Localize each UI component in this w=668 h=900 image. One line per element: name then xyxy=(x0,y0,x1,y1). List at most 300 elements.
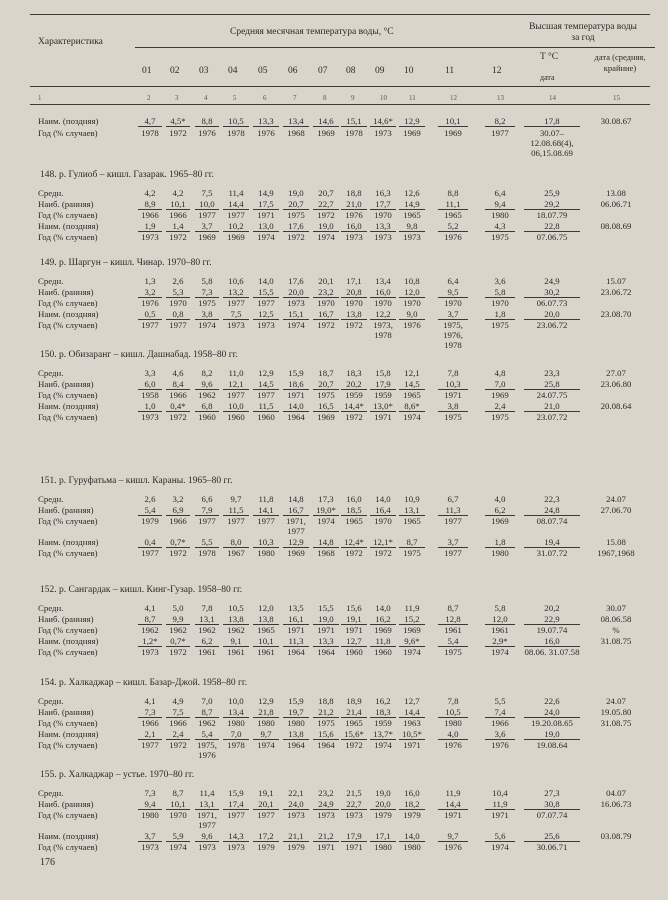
table-cell: 4,7 xyxy=(138,116,162,127)
table-cell: 17,9 xyxy=(370,379,396,390)
table-cell: 20,7 xyxy=(283,199,309,210)
table-cell: 16,4 xyxy=(370,505,396,516)
table-cell: 1962 xyxy=(198,625,216,635)
table-cell: 1961 xyxy=(491,625,509,635)
table-cell: 15,6* xyxy=(341,729,367,740)
table-cell: 13,8 xyxy=(223,614,249,625)
table-cell: 1977 xyxy=(198,210,216,220)
table-cell: 25,9 xyxy=(544,188,560,198)
header-characteristic: Характеристика xyxy=(38,37,103,47)
table-cell: 12,1 xyxy=(223,379,249,390)
table-cell: 12,9 xyxy=(283,537,309,548)
table-cell: 10,9 xyxy=(404,494,420,504)
table-cell: 0,5 xyxy=(138,309,162,320)
table-cell: 1974 xyxy=(317,516,335,526)
table-cell: 13,0* xyxy=(370,401,396,412)
table-cell: 1970 xyxy=(345,298,363,308)
table-cell: 1966 xyxy=(169,390,187,400)
table-cell: 8,2 xyxy=(485,116,515,127)
table-cell: 14,8 xyxy=(288,494,304,504)
table-cell: 24,9 xyxy=(313,799,339,810)
table-cell: 1973 xyxy=(345,232,363,242)
table-cell: 9,7 xyxy=(230,494,242,504)
table-cell: 15,5 xyxy=(253,287,279,298)
month-header-05: 05 xyxy=(258,66,268,76)
table-cell: 20.08.64 xyxy=(600,401,632,411)
table-cell: 12,6 xyxy=(404,188,420,198)
table-cell: 1973 xyxy=(141,842,159,852)
table-cell: 17,9 xyxy=(341,831,367,842)
table-cell: 9,7 xyxy=(253,729,279,740)
table-cell: 1974 xyxy=(257,740,275,750)
table-cell: 16,7 xyxy=(283,505,309,516)
month-header-08: 08 xyxy=(346,66,356,76)
table-cell: 14,8 xyxy=(313,537,339,548)
table-cell: 11,5 xyxy=(223,505,249,516)
column-number: 12 xyxy=(450,94,457,102)
table-cell: 11,5 xyxy=(253,401,279,412)
table-cell: 1977 xyxy=(141,740,159,750)
table-cell: 1972 xyxy=(345,412,363,422)
row-label: Средн. xyxy=(38,188,64,198)
table-cell: 1962 xyxy=(198,390,216,400)
table-cell: 20,7 xyxy=(318,188,334,198)
table-cell: 6,8 xyxy=(195,401,219,412)
table-cell: 1972 xyxy=(169,232,187,242)
row-label: Наим. (поздняя) xyxy=(38,636,99,646)
table-cell: 8,7 xyxy=(195,707,219,718)
table-cell: 12,9 xyxy=(258,368,274,378)
table-cell: 18,3 xyxy=(370,707,396,718)
table-cell: 1975 xyxy=(198,298,216,308)
table-cell: 11,8 xyxy=(258,494,274,504)
table-cell: 14,4* xyxy=(341,401,367,412)
table-cell: 17,5 xyxy=(253,199,279,210)
table-cell: 1975 xyxy=(491,232,509,242)
table-cell: 19.07.74 xyxy=(536,625,568,635)
table-cell: 1977 xyxy=(227,210,245,220)
table-cell: 16,1 xyxy=(283,614,309,625)
table-cell: 1961 xyxy=(198,647,216,657)
table-cell: 1980 xyxy=(227,718,245,728)
table-cell: 1974 xyxy=(257,232,275,242)
table-cell: 19.05.80 xyxy=(600,707,632,717)
table-cell: 2,6 xyxy=(172,276,184,286)
table-cell: 1977 xyxy=(141,320,159,330)
table-cell: 13,3 xyxy=(253,116,279,127)
table-cell: 16,0 xyxy=(404,788,420,798)
table-cell: 11,4 xyxy=(228,188,244,198)
table-cell: 1980 xyxy=(491,210,509,220)
table-cell: 13,4 xyxy=(283,116,309,127)
table-cell: 8,2 xyxy=(201,368,213,378)
table-cell: 1971, 1977 xyxy=(197,810,217,830)
table-cell: 1966 xyxy=(141,210,159,220)
table-cell: 22,1 xyxy=(288,788,304,798)
table-cell: 30,2 xyxy=(524,287,580,298)
table-cell: 1964 xyxy=(287,647,305,657)
table-cell: 1976 xyxy=(141,298,159,308)
table-cell: 17,7 xyxy=(370,199,396,210)
table-cell: 1962 xyxy=(169,625,187,635)
table-cell: 12,0 xyxy=(485,614,515,625)
table-cell: 1975 xyxy=(287,210,305,220)
table-cell: 17,8 xyxy=(524,116,580,127)
table-cell: 1973 xyxy=(198,842,216,852)
column-number: 15 xyxy=(613,94,620,102)
table-cell: 7,8 xyxy=(201,603,213,613)
table-cell: 1970 xyxy=(169,298,187,308)
row-label: Средн. xyxy=(38,788,64,798)
table-cell: 1973, 1978 xyxy=(373,320,393,340)
table-cell: 1976 xyxy=(444,842,462,852)
table-cell: 12,1* xyxy=(370,537,396,548)
table-cell: 08.06.58 xyxy=(600,614,632,624)
table-cell: 1972 xyxy=(317,320,335,330)
table-cell: 1968 xyxy=(317,548,335,558)
table-cell: 1973 xyxy=(317,810,335,820)
table-cell: 2,6 xyxy=(144,494,156,504)
table-cell: 1973 xyxy=(141,412,159,422)
table-cell: 1965 xyxy=(345,718,363,728)
table-cell: 5,5 xyxy=(494,696,506,706)
table-cell: 06.07.73 xyxy=(536,298,568,308)
table-cell: 1973 xyxy=(403,232,421,242)
table-cell: 19,0 xyxy=(288,188,304,198)
table-cell: 21,1 xyxy=(283,831,309,842)
table-cell: 1971 xyxy=(317,625,335,635)
table-cell: 4,2 xyxy=(172,188,184,198)
table-cell: 4,6 xyxy=(172,368,184,378)
table-cell: 4,1 xyxy=(144,603,156,613)
row-label: Год (% случаев) xyxy=(38,548,98,558)
table-cell: 18,9 xyxy=(346,696,362,706)
table-cell: 1972 xyxy=(169,548,187,558)
table-cell: 15,9 xyxy=(228,788,244,798)
table-cell: 3,7 xyxy=(195,221,219,232)
header-t-label: T °C xyxy=(540,52,559,62)
table-cell: 7,3 xyxy=(144,788,156,798)
column-number: 4 xyxy=(204,94,208,102)
column-number: 10 xyxy=(380,94,387,102)
table-cell: 7,5 xyxy=(223,309,249,320)
table-cell: 7,0 xyxy=(485,379,515,390)
station-title: 152. р. Сангардак – кишл. Кинг-Гузар. 1958–80 гг. xyxy=(40,585,243,595)
row-label: Средн. xyxy=(38,368,64,378)
table-cell: 4,1 xyxy=(144,696,156,706)
column-number: 5 xyxy=(233,94,237,102)
table-cell: 1977 xyxy=(491,128,509,138)
header-subrule xyxy=(135,47,655,48)
table-cell: 1975 xyxy=(403,548,421,558)
table-cell: 19,1 xyxy=(341,614,367,625)
header-bottom-rule xyxy=(30,104,650,105)
table-cell: 1974 xyxy=(317,232,335,242)
table-cell: 14,6* xyxy=(370,116,396,127)
table-cell: 20,8 xyxy=(341,287,367,298)
table-cell: 1980 xyxy=(257,548,275,558)
table-cell: 14,3 xyxy=(223,831,249,842)
table-cell: 14,0 xyxy=(258,276,274,286)
table-cell: 10,4 xyxy=(492,788,508,798)
table-cell: 1970 xyxy=(169,810,187,820)
table-cell: 1972 xyxy=(317,210,335,220)
table-cell: 7,9 xyxy=(195,505,219,516)
station-title: 148. р. Гулиоб – кишл. Газарак. 1965–80 гг. xyxy=(40,170,214,180)
row-label: Средн. xyxy=(38,696,64,706)
table-cell: 1974 xyxy=(374,740,392,750)
table-cell: 1965 xyxy=(444,210,462,220)
table-cell: 1977 xyxy=(257,810,275,820)
table-cell: 5,8 xyxy=(485,287,515,298)
table-cell: 17,1 xyxy=(370,831,396,842)
table-cell: 24,8 xyxy=(524,505,580,516)
table-cell: 15,2 xyxy=(399,614,425,625)
table-cell: 31.08.75 xyxy=(600,718,632,728)
table-cell: 6,0 xyxy=(138,379,162,390)
table-cell: 10,5 xyxy=(228,603,244,613)
table-cell: 1975 xyxy=(491,320,509,330)
table-cell: 03.08.79 xyxy=(600,831,632,841)
table-cell: % xyxy=(612,625,620,635)
table-cell: 13,8 xyxy=(253,614,279,625)
row-label: Наим. (поздняя) xyxy=(38,537,99,547)
row-label: Средн. xyxy=(38,276,64,286)
table-cell: 19.08.64 xyxy=(536,740,568,750)
row-label: Год (% случаев) xyxy=(38,740,98,750)
table-cell: 24,0 xyxy=(524,707,580,718)
table-cell: 1977 xyxy=(257,390,275,400)
table-cell: 1975 xyxy=(491,412,509,422)
table-cell: 10,0 xyxy=(228,696,244,706)
table-cell: 1971 xyxy=(374,412,392,422)
table-cell: 10,3 xyxy=(253,537,279,548)
table-cell: 19,1 xyxy=(258,788,274,798)
table-cell: 1966 xyxy=(141,718,159,728)
row-label: Наиб. (ранняя) xyxy=(38,614,94,624)
row-label: Средн. xyxy=(38,494,64,504)
row-label: Год (% случаев) xyxy=(38,412,98,422)
header-date-under-t: дата xyxy=(540,73,555,82)
table-cell: 4,8 xyxy=(494,368,506,378)
table-cell: 9,1 xyxy=(223,636,249,647)
table-cell: 1973 xyxy=(374,128,392,138)
table-cell: 1958 xyxy=(141,390,159,400)
table-cell: 1980 xyxy=(403,842,421,852)
table-cell: 8,7 xyxy=(172,788,184,798)
table-cell: 3,8 xyxy=(438,401,468,412)
table-cell: 15.08 xyxy=(606,537,626,547)
table-cell: 4,0 xyxy=(494,494,506,504)
table-cell: 20,7 xyxy=(313,379,339,390)
table-cell: 15,6 xyxy=(313,729,339,740)
table-cell: 5,2 xyxy=(438,221,468,232)
table-cell: 15.07 xyxy=(606,276,626,286)
table-cell: 1972 xyxy=(345,320,363,330)
table-cell: 1972 xyxy=(169,412,187,422)
table-cell: 08.06. 31.07.58 xyxy=(524,647,580,657)
table-cell: 1975 xyxy=(317,390,335,400)
table-cell: 22,6 xyxy=(544,696,560,706)
table-cell: 1970 xyxy=(374,516,392,526)
table-cell: 7,8 xyxy=(447,368,459,378)
table-cell: 1964 xyxy=(287,740,305,750)
row-label: Год (% случаев) xyxy=(38,625,98,635)
month-header-01: 01 xyxy=(142,66,152,76)
table-cell: 4,3 xyxy=(485,221,515,232)
table-cell: 1980 xyxy=(374,842,392,852)
table-cell: 1975, 1976, 1978 xyxy=(443,320,463,350)
table-cell: 23.06.72 xyxy=(536,320,568,330)
table-cell: 1979 xyxy=(141,516,159,526)
table-cell: 0,7* xyxy=(166,537,190,548)
table-cell: 1964 xyxy=(317,647,335,657)
month-header-11: 11 xyxy=(445,66,455,76)
table-cell: 1971 xyxy=(317,842,335,852)
table-cell: 15,1 xyxy=(341,116,367,127)
table-cell: 10,3 xyxy=(438,379,468,390)
table-cell: 12,9 xyxy=(399,116,425,127)
table-cell: 21,0 xyxy=(341,199,367,210)
column-number: 6 xyxy=(263,94,267,102)
table-cell: 1973 xyxy=(345,810,363,820)
table-cell: 24.07.75 xyxy=(536,390,568,400)
table-cell: 06.06.71 xyxy=(600,199,632,209)
table-cell: 1969 xyxy=(317,412,335,422)
table-cell: 1972 xyxy=(169,647,187,657)
table-cell: 30.06.71 xyxy=(536,842,568,852)
table-cell: 1977 xyxy=(257,298,275,308)
month-header-09: 09 xyxy=(375,66,385,76)
table-cell: 1977 xyxy=(141,548,159,558)
table-cell: 10,1 xyxy=(166,799,190,810)
table-cell: 14,0 xyxy=(375,494,391,504)
table-cell: 1978 xyxy=(227,740,245,750)
table-cell: 1978 xyxy=(141,128,159,138)
table-cell: 16,3 xyxy=(375,188,391,198)
table-cell: 1972 xyxy=(169,128,187,138)
table-cell: 7,3 xyxy=(138,707,162,718)
table-cell: 6,4 xyxy=(494,188,506,198)
table-cell: 31.07.72 xyxy=(536,548,568,558)
table-cell: 16,0 xyxy=(341,221,367,232)
table-cell: 8,9 xyxy=(138,199,162,210)
table-cell: 14,5 xyxy=(399,379,425,390)
table-cell: 1976 xyxy=(403,320,421,330)
table-cell: 1969 xyxy=(198,232,216,242)
table-cell: 1979 xyxy=(403,810,421,820)
column-number: 2 xyxy=(147,94,151,102)
table-cell: 30,8 xyxy=(524,799,580,810)
table-cell: 18,2 xyxy=(399,799,425,810)
table-cell: 1,0 xyxy=(138,401,162,412)
table-cell: 5,4 xyxy=(138,505,162,516)
table-cell: 23.07.72 xyxy=(536,412,568,422)
table-cell: 15,5 xyxy=(318,603,334,613)
table-cell: 13,2 xyxy=(223,287,249,298)
table-cell: 1980 xyxy=(444,718,462,728)
table-cell: 10,1 xyxy=(253,636,279,647)
table-cell: 3,7 xyxy=(138,831,162,842)
table-cell: 8,7 xyxy=(138,614,162,625)
table-cell: 1980 xyxy=(287,718,305,728)
table-cell: 1969 xyxy=(444,128,462,138)
table-cell: 3,7 xyxy=(438,537,468,548)
table-cell: 1973 xyxy=(141,232,159,242)
station-title: 150. р. Обизаранг – кишл. Дашнабад. 1958–80 гг. xyxy=(40,350,238,360)
table-cell: 1972 xyxy=(287,232,305,242)
table-cell: 1974 xyxy=(491,842,509,852)
table-cell: 14,9 xyxy=(258,188,274,198)
table-cell: 3,8 xyxy=(195,309,219,320)
column-number: 1 xyxy=(38,94,42,102)
table-cell: 16,7 xyxy=(313,309,339,320)
table-cell: 1963 xyxy=(403,718,421,728)
table-cell: 5,8 xyxy=(494,603,506,613)
table-cell: 10,0 xyxy=(223,401,249,412)
table-cell: 5,4 xyxy=(438,636,468,647)
header-mid-rule xyxy=(30,86,650,87)
table-cell: 1980 xyxy=(257,718,275,728)
table-cell: 13,1 xyxy=(195,614,219,625)
table-cell: 5,4 xyxy=(195,729,219,740)
table-cell: 20,2 xyxy=(544,603,560,613)
table-cell: 8,4 xyxy=(166,379,190,390)
table-cell: 11,3 xyxy=(283,636,309,647)
table-cell: 21,5 xyxy=(346,788,362,798)
table-cell: 1961 xyxy=(257,647,275,657)
table-cell: 14,0 xyxy=(375,603,391,613)
table-cell: 19,7 xyxy=(283,707,309,718)
table-cell: 19,0 xyxy=(375,788,391,798)
table-cell: 12,5 xyxy=(253,309,279,320)
table-cell: 1976 xyxy=(491,740,509,750)
table-cell: 22,7 xyxy=(341,799,367,810)
header-avg-title: Средняя месячная температура воды, °C xyxy=(230,27,394,37)
table-cell: 14,1 xyxy=(253,505,279,516)
table-cell: 4,9 xyxy=(172,696,184,706)
table-cell: 07.07.74 xyxy=(536,810,568,820)
row-label: Год (% случаев) xyxy=(38,298,98,308)
table-cell: 1,8 xyxy=(485,309,515,320)
table-cell: 29,2 xyxy=(524,199,580,210)
table-cell: 1977 xyxy=(444,548,462,558)
table-cell: 30.07 xyxy=(606,603,626,613)
table-cell: 1960 xyxy=(257,412,275,422)
row-label: Год (% случаев) xyxy=(38,516,98,526)
table-cell: 24.07 xyxy=(606,696,626,706)
table-cell: 1979 xyxy=(374,810,392,820)
table-cell: 13,8 xyxy=(283,729,309,740)
row-label: Наим. (поздняя) xyxy=(38,309,99,319)
column-number: 13 xyxy=(497,94,504,102)
table-cell: 30.08.67 xyxy=(600,116,632,126)
table-cell: 9,4 xyxy=(485,199,515,210)
row-label: Год (% случаев) xyxy=(38,810,98,820)
table-cell: 12,7 xyxy=(404,696,420,706)
table-cell: 11,4 xyxy=(199,788,215,798)
table-cell: 20,1 xyxy=(253,799,279,810)
table-cell: 27.07 xyxy=(606,368,626,378)
table-cell: 0,4* xyxy=(166,401,190,412)
table-cell: 3,7 xyxy=(438,309,468,320)
table-cell: 2,4 xyxy=(485,401,515,412)
table-cell: 1973 xyxy=(287,810,305,820)
table-cell: 20,1 xyxy=(318,276,334,286)
row-label: Год (% случаев) xyxy=(38,647,98,657)
table-cell: 13,5 xyxy=(288,603,304,613)
row-label: Наиб. (ранняя) xyxy=(38,287,94,297)
